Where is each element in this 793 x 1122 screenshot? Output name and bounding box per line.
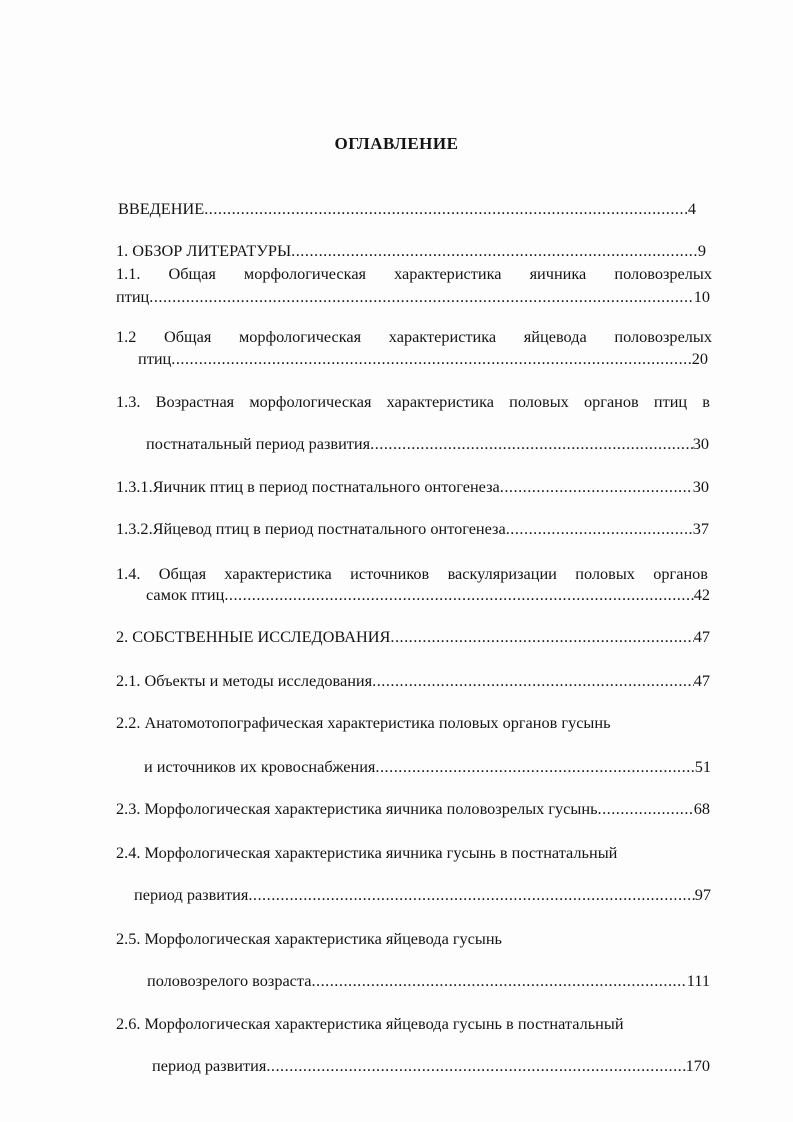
toc-leader [291,240,698,262]
toc-entry-2-2-continuation [144,756,711,778]
toc-entry-label: 1.3.2.Яйцевод птиц в период постнатального онтогенеза [116,519,506,538]
toc-entry-introduction [118,198,696,220]
toc-leader [149,286,693,308]
toc-page-number: 30 [692,477,709,496]
toc-leader [204,198,688,220]
toc-page-number: 37 [692,519,709,538]
toc-entry-label: 2.4. Морфологическая характеристика яичника гусынь в постнатальный [116,843,618,862]
toc-page-number: 4 [687,199,696,218]
toc-entry-1-3-1 [116,476,709,498]
toc-page-number: 30 [692,434,709,453]
toc-leader [266,1055,685,1077]
toc-entry-2-6 [116,1013,710,1035]
toc-page-number: 47 [693,627,710,646]
toc-entry-2 [116,626,710,648]
toc-entry-1-1: 1.1. Общая морфологическая характеристика яичника половозрелых [116,264,712,283]
toc-entry-2-4 [116,842,710,864]
toc-leader [224,584,693,606]
toc-entry-2-4-continuation [134,884,711,906]
toc-entry-1-2: 1.2 Общая морфологическая характеристика яйцевода половозрелых [116,327,712,346]
toc-leader [171,348,691,370]
toc-leader [500,476,693,498]
toc-entry-2-6-continuation [152,1055,710,1077]
toc-leader [390,626,693,648]
toc-leader [248,884,694,906]
toc-entry-label: 1. ОБЗОР ЛИТЕРАТУРЫ [116,241,292,260]
toc-entry-1-3: 1.3. Возрастная морфологическая характеристика половых органов птиц в [116,392,710,411]
toc-entry-label: 1.3.1.Яичник птиц в период постнатального онтогенеза [116,477,500,496]
toc-page-number: 10 [693,287,710,306]
toc-entry-2-5 [116,928,710,950]
toc-entry-1-4: 1.4. Общая характеристика источников васкуляризации половых органов [116,564,708,583]
toc-page-number: 68 [693,799,710,818]
toc-entry-1-2-continuation [138,348,708,370]
toc-entry-label: самок птиц [146,585,225,604]
toc-entry-1-3-2 [116,518,709,540]
toc-entry-label: 2.6. Морфологическая характеристика яйцевода гусынь в постнатальный [116,1014,624,1033]
toc-entry-2-1 [116,670,710,692]
toc-page-number: 20 [691,349,708,368]
toc-entry-label: период развития [152,1056,267,1075]
toc-entry-2-2 [116,712,710,734]
toc-entry-label: 2.3. Морфологическая характеристика яичника половозрелых гусынь [116,799,598,818]
toc-entry-label: птиц [138,349,172,368]
toc-leader [506,518,693,540]
toc-entry-label: постнатальный период развития [146,434,371,453]
toc-entry-label: 2. СОБСТВЕННЫЕ ИССЛЕДОВАНИЯ [116,627,391,646]
toc-entry-label: половозрелого возраста [147,971,312,990]
toc-leader [375,756,694,778]
toc-leader [311,970,686,992]
toc-page-number: 170 [685,1056,710,1075]
toc-entry-1-1-continuation [116,286,710,308]
toc-page-number: 42 [693,585,710,604]
toc-leader [372,670,694,692]
page-title: ОГЛАВЛЕНИЕ [334,134,459,153]
toc-page-number: 97 [694,885,711,904]
toc-entry-label: период развития [134,885,249,904]
toc-page-number: 111 [686,971,710,990]
toc-entry-label: 2.5. Морфологическая характеристика яйцевода гусынь [116,929,502,948]
toc-entry-1 [116,240,706,262]
toc-entry-1-4-continuation [146,584,710,606]
toc-leader [598,798,694,820]
toc-entry-1-3-continuation [146,433,709,455]
toc-entry-label: 2.2. Анатомотопографическая характеристика половых органов гусынь [116,713,611,732]
toc-entry-label: птиц [116,287,150,306]
toc-leader [370,433,693,455]
toc-entry-2-3 [116,798,710,820]
toc-page-number: 51 [694,757,711,776]
toc-page-number: 9 [697,241,706,260]
toc-entry-2-5-continuation [147,970,710,992]
toc-entry-label: и источников их кровоснабжения [144,757,376,776]
toc-entry-label: 2.1. Объекты и методы исследования [116,671,373,690]
toc-entry-label: ВВЕДЕНИЕ [118,199,205,218]
toc-page-number: 47 [693,671,710,690]
